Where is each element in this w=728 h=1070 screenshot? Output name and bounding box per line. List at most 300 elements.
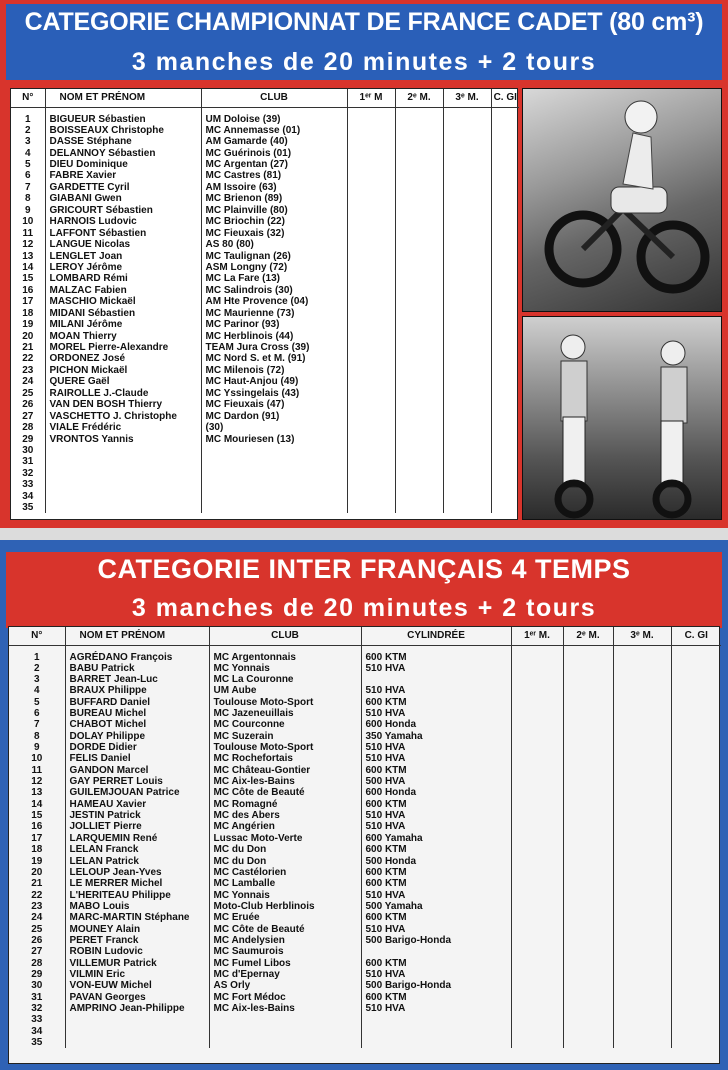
- manche-2-cell: [395, 376, 443, 387]
- table-row: [11, 182, 519, 193]
- manche-2-cell: [395, 125, 443, 136]
- inter-table-body: [9, 645, 721, 1048]
- inter-table: [9, 627, 721, 1048]
- general-cell: [491, 250, 519, 261]
- table-row: [11, 273, 519, 284]
- manche-1-cell: [511, 923, 563, 934]
- rider-club: MC La Fare (13): [201, 273, 347, 284]
- manche-1-cell: [511, 663, 563, 674]
- general-cell: [491, 353, 519, 364]
- manche-3-cell: [613, 663, 671, 674]
- table-row: [11, 353, 519, 364]
- manche-2-cell: [395, 353, 443, 364]
- table-row: [11, 410, 519, 421]
- rider-name: DOLAY Philippe: [65, 731, 209, 742]
- rider-cylinder: 510 HVA: [361, 923, 511, 934]
- col-cyl-header: CYLINDRÉE: [361, 627, 511, 645]
- rider-club: AS 80 (80): [201, 239, 347, 250]
- rider-club: [201, 479, 347, 490]
- manche-3-cell: [613, 821, 671, 832]
- general-cell: [491, 445, 519, 456]
- table-row: [9, 674, 721, 685]
- general-cell: [671, 821, 721, 832]
- cadet-table: [11, 89, 519, 513]
- manche-3-cell: [613, 685, 671, 696]
- rider-club: MC Eruée: [209, 912, 361, 923]
- manche-2-cell: [563, 935, 613, 946]
- general-cell: [491, 182, 519, 193]
- table-row: [9, 855, 721, 866]
- row-number: 23: [11, 365, 45, 376]
- row-number: 18: [11, 308, 45, 319]
- row-number: 17: [11, 296, 45, 307]
- rider-club: [201, 445, 347, 456]
- col-num-header: N°: [9, 627, 65, 645]
- manche-3-cell: [443, 136, 491, 147]
- rider-cylinder: 600 KTM: [361, 645, 511, 663]
- general-cell: [491, 159, 519, 170]
- manche-2-cell: [395, 410, 443, 421]
- rider-cylinder: 350 Yamaha: [361, 731, 511, 742]
- rider-name: LEROY Jérôme: [45, 262, 201, 273]
- manche-1-cell: [511, 799, 563, 810]
- rider-club: MC Angérien: [209, 821, 361, 832]
- rider-club: MC Brienon (89): [201, 193, 347, 204]
- manche-3-cell: [443, 491, 491, 502]
- manche-3-cell: [613, 753, 671, 764]
- general-cell: [671, 731, 721, 742]
- rider-name: MOREL Pierre-Alexandre: [45, 342, 201, 353]
- manche-3-cell: [613, 991, 671, 1002]
- manche-3-cell: [443, 399, 491, 410]
- row-number: 34: [9, 1026, 65, 1037]
- table-row: [9, 685, 721, 696]
- manche-3-cell: [443, 170, 491, 181]
- table-row: [11, 456, 519, 467]
- row-number: 22: [9, 889, 65, 900]
- manche-1-cell: [347, 353, 395, 364]
- manche-1-cell: [347, 250, 395, 261]
- manche-3-cell: [443, 342, 491, 353]
- general-cell: [671, 787, 721, 798]
- rider-club: [201, 456, 347, 467]
- general-cell: [491, 308, 519, 319]
- manche-3-cell: [613, 1003, 671, 1014]
- manche-1-cell: [511, 867, 563, 878]
- general-cell: [671, 776, 721, 787]
- cadet-header-row: [11, 89, 519, 107]
- manche-2-cell: [563, 901, 613, 912]
- manche-2-cell: [563, 799, 613, 810]
- manche-3-cell: [613, 1037, 671, 1048]
- manche-1-cell: [347, 376, 395, 387]
- row-number: 18: [9, 844, 65, 855]
- rider-name: [65, 1026, 209, 1037]
- rider-club: MC Fieuxais (47): [201, 399, 347, 410]
- manche-1-cell: [511, 957, 563, 968]
- row-number: 12: [11, 239, 45, 250]
- table-row: [9, 969, 721, 980]
- rider-club: [201, 468, 347, 479]
- manche-3-cell: [443, 159, 491, 170]
- table-row: [11, 365, 519, 376]
- table-row: [11, 388, 519, 399]
- manche-3-cell: [613, 731, 671, 742]
- rider-cylinder: 500 Honda: [361, 855, 511, 866]
- manche-3-cell: [443, 193, 491, 204]
- general-cell: [491, 410, 519, 421]
- row-number: 24: [11, 376, 45, 387]
- table-row: [9, 923, 721, 934]
- table-row: [9, 787, 721, 798]
- rider-club: MC Parinor (93): [201, 319, 347, 330]
- rider-cylinder: 500 Barigo-Honda: [361, 980, 511, 991]
- row-number: 25: [9, 923, 65, 934]
- table-row: [9, 719, 721, 730]
- general-cell: [671, 708, 721, 719]
- rider-cylinder: 500 HVA: [361, 776, 511, 787]
- inter-subtitle: 3 manches de 20 minutes + 2 tours: [131, 594, 597, 622]
- row-number: 16: [11, 285, 45, 296]
- rider-club: AM Gamarde (40): [201, 136, 347, 147]
- rider-cylinder: [361, 1014, 511, 1025]
- cadet-section: [0, 0, 728, 528]
- general-cell: [671, 844, 721, 855]
- row-number: 21: [9, 878, 65, 889]
- manche-2-cell: [395, 365, 443, 376]
- row-number: 4: [11, 147, 45, 158]
- rider-name: GRICOURT Sébastien: [45, 205, 201, 216]
- manche-2-cell: [563, 697, 613, 708]
- general-cell: [491, 273, 519, 284]
- rider-club: MC Château-Gontier: [209, 765, 361, 776]
- table-row: [11, 136, 519, 147]
- manche-1-cell: [511, 844, 563, 855]
- rider-name: CHABOT Michel: [65, 719, 209, 730]
- table-row: [9, 645, 721, 663]
- manche-1-cell: [511, 969, 563, 980]
- manche-1-cell: [511, 719, 563, 730]
- row-number: 28: [11, 422, 45, 433]
- rider-name: DIEU Dominique: [45, 159, 201, 170]
- manche-3-cell: [443, 365, 491, 376]
- rider-club: MC des Abers: [209, 810, 361, 821]
- row-number: 11: [11, 227, 45, 238]
- manche-1-cell: [347, 262, 395, 273]
- table-row: [9, 833, 721, 844]
- rider-cylinder: 600 KTM: [361, 912, 511, 923]
- rider-club: MC du Don: [209, 844, 361, 855]
- row-number: 33: [11, 479, 45, 490]
- table-row: [11, 216, 519, 227]
- rider-cylinder: 510 HVA: [361, 1003, 511, 1014]
- manche-1-cell: [511, 901, 563, 912]
- row-number: 3: [9, 674, 65, 685]
- table-row: [9, 901, 721, 912]
- table-row: [9, 821, 721, 832]
- rider-club: [209, 1037, 361, 1048]
- row-number: 20: [9, 867, 65, 878]
- rider-club: MC Suzerain: [209, 731, 361, 742]
- table-row: [11, 445, 519, 456]
- rider-club: MC Fumel Libos: [209, 957, 361, 968]
- rider-cylinder: [361, 1026, 511, 1037]
- rider-club: MC Courconne: [209, 719, 361, 730]
- manche-2-cell: [395, 422, 443, 433]
- table-row: [11, 342, 519, 353]
- col-m3-header: 3ᵉ M.: [443, 89, 491, 107]
- manche-3-cell: [443, 479, 491, 490]
- col-m2-header: 2ᵉ M.: [563, 627, 613, 645]
- col-num-header: N°: [11, 89, 45, 107]
- rider-name: VRONTOS Yannis: [45, 433, 201, 444]
- rider-club: MC Yonnais: [209, 889, 361, 900]
- general-cell: [671, 765, 721, 776]
- rider-club: Lussac Moto-Verte: [209, 833, 361, 844]
- row-number: 26: [11, 399, 45, 410]
- general-cell: [671, 855, 721, 866]
- rider-cylinder: 510 HVA: [361, 810, 511, 821]
- motocross-photo-jump: [522, 88, 722, 312]
- cadet-table-body: [11, 107, 519, 513]
- manche-1-cell: [511, 912, 563, 923]
- manche-2-cell: [395, 399, 443, 410]
- rider-club: MC Côte de Beauté: [209, 923, 361, 934]
- manche-3-cell: [613, 969, 671, 980]
- manche-1-cell: [511, 1026, 563, 1037]
- row-number: 13: [11, 250, 45, 261]
- rider-name: GARDETTE Cyril: [45, 182, 201, 193]
- rider-name: GAY PERRET Louis: [65, 776, 209, 787]
- row-number: 11: [9, 765, 65, 776]
- rider-club: MC Aix-les-Bains: [209, 776, 361, 787]
- cadet-banner: [6, 4, 722, 80]
- manche-3-cell: [443, 502, 491, 513]
- manche-2-cell: [395, 319, 443, 330]
- manche-3-cell: [613, 674, 671, 685]
- rider-club: MC Fieuxais (32): [201, 227, 347, 238]
- col-m1-header: 1ᵉʳ M.: [511, 627, 563, 645]
- row-number: 14: [11, 262, 45, 273]
- manche-2-cell: [395, 433, 443, 444]
- manche-1-cell: [347, 216, 395, 227]
- rider-club: MC Castres (81): [201, 170, 347, 181]
- table-row: [11, 422, 519, 433]
- inter-header-row: [9, 627, 721, 645]
- table-row: [11, 502, 519, 513]
- rider-club: TEAM Jura Cross (39): [201, 342, 347, 353]
- inter-section: [0, 540, 728, 1070]
- manche-3-cell: [613, 1026, 671, 1037]
- rider-cylinder: 600 KTM: [361, 697, 511, 708]
- row-number: 4: [9, 685, 65, 696]
- rider-club: AS Orly: [209, 980, 361, 991]
- manche-3-cell: [613, 742, 671, 753]
- row-number: 15: [9, 810, 65, 821]
- rider-cylinder: 600 KTM: [361, 878, 511, 889]
- manche-3-cell: [443, 296, 491, 307]
- manche-2-cell: [395, 193, 443, 204]
- rider-name: BABU Patrick: [65, 663, 209, 674]
- row-number: 8: [9, 731, 65, 742]
- row-number: 17: [9, 833, 65, 844]
- manche-3-cell: [613, 719, 671, 730]
- table-row: [11, 227, 519, 238]
- table-row: [9, 867, 721, 878]
- manche-1-cell: [347, 479, 395, 490]
- row-number: 5: [11, 159, 45, 170]
- rider-name: BUFFARD Daniel: [65, 697, 209, 708]
- rider-name: VASCHETTO J. Christophe: [45, 410, 201, 421]
- manche-1-cell: [347, 502, 395, 513]
- rider-name: LARQUEMIN René: [65, 833, 209, 844]
- general-cell: [671, 969, 721, 980]
- general-cell: [671, 685, 721, 696]
- manche-1-cell: [511, 833, 563, 844]
- general-cell: [491, 205, 519, 216]
- rider-name: PICHON Mickaël: [45, 365, 201, 376]
- table-row: [11, 468, 519, 479]
- table-row: [11, 239, 519, 250]
- manche-2-cell: [395, 388, 443, 399]
- rider-club: MC Herblinois (44): [201, 330, 347, 341]
- rider-club: MC Romagné: [209, 799, 361, 810]
- rider-name: [45, 445, 201, 456]
- manche-2-cell: [563, 969, 613, 980]
- manche-3-cell: [443, 107, 491, 125]
- row-number: 16: [9, 821, 65, 832]
- row-number: 27: [11, 410, 45, 421]
- row-number: 19: [11, 319, 45, 330]
- manche-1-cell: [511, 765, 563, 776]
- manche-2-cell: [563, 844, 613, 855]
- manche-3-cell: [443, 125, 491, 136]
- general-cell: [671, 697, 721, 708]
- rider-name: LAFFONT Sébastien: [45, 227, 201, 238]
- rider-club: MC Briochin (22): [201, 216, 347, 227]
- manche-2-cell: [395, 296, 443, 307]
- rider-name: [65, 1014, 209, 1025]
- manche-1-cell: [511, 1037, 563, 1048]
- table-row: [9, 1003, 721, 1014]
- rider-name: L'HERITEAU Philippe: [65, 889, 209, 900]
- manche-3-cell: [613, 912, 671, 923]
- manche-3-cell: [613, 855, 671, 866]
- table-row: [11, 285, 519, 296]
- row-number: 28: [9, 957, 65, 968]
- general-cell: [671, 912, 721, 923]
- general-cell: [491, 422, 519, 433]
- manche-1-cell: [347, 107, 395, 125]
- rider-name: BOISSEAUX Christophe: [45, 125, 201, 136]
- col-cgl-header: C. GI: [671, 627, 721, 645]
- rider-cylinder: 600 Honda: [361, 787, 511, 798]
- cadet-subtitle: 3 manches de 20 minutes + 2 tours: [131, 48, 597, 76]
- manche-2-cell: [563, 957, 613, 968]
- manche-2-cell: [395, 468, 443, 479]
- rider-club: [209, 1026, 361, 1037]
- table-row: [9, 742, 721, 753]
- table-row: [9, 799, 721, 810]
- general-cell: [491, 319, 519, 330]
- manche-1-cell: [347, 342, 395, 353]
- rider-club: UM Doloise (39): [201, 107, 347, 125]
- manche-3-cell: [613, 935, 671, 946]
- table-row: [11, 319, 519, 330]
- table-row: [11, 330, 519, 341]
- general-cell: [671, 719, 721, 730]
- manche-2-cell: [563, 787, 613, 798]
- row-number: 8: [11, 193, 45, 204]
- manche-1-cell: [511, 753, 563, 764]
- general-cell: [491, 388, 519, 399]
- manche-2-cell: [395, 147, 443, 158]
- table-row: [11, 376, 519, 387]
- general-cell: [671, 663, 721, 674]
- table-row: [9, 878, 721, 889]
- rider-name: LENGLET Joan: [45, 250, 201, 261]
- rider-club: [201, 502, 347, 513]
- rider-cylinder: [361, 946, 511, 957]
- rider-club: MC Haut-Anjou (49): [201, 376, 347, 387]
- general-cell: [491, 285, 519, 296]
- general-cell: [671, 674, 721, 685]
- rider-name: ROBIN Ludovic: [65, 946, 209, 957]
- manche-2-cell: [395, 262, 443, 273]
- rider-club: Toulouse Moto-Sport: [209, 742, 361, 753]
- manche-2-cell: [395, 491, 443, 502]
- rider-cylinder: 510 HVA: [361, 663, 511, 674]
- manche-1-cell: [347, 147, 395, 158]
- rider-club: (30): [201, 422, 347, 433]
- manche-1-cell: [347, 239, 395, 250]
- table-row: [11, 159, 519, 170]
- table-row: [11, 479, 519, 490]
- riders-start-illustration: [523, 317, 721, 519]
- rider-cylinder: 510 HVA: [361, 708, 511, 719]
- manche-1-cell: [347, 330, 395, 341]
- row-number: 3: [11, 136, 45, 147]
- general-cell: [671, 799, 721, 810]
- row-number: 9: [9, 742, 65, 753]
- rider-name: [45, 502, 201, 513]
- manche-1-cell: [347, 159, 395, 170]
- table-row: [9, 935, 721, 946]
- rider-cylinder: 600 KTM: [361, 765, 511, 776]
- manche-3-cell: [613, 901, 671, 912]
- col-name-header: NOM ET PRÉNOM: [45, 89, 201, 107]
- general-cell: [491, 193, 519, 204]
- table-row: [9, 663, 721, 674]
- manche-1-cell: [347, 182, 395, 193]
- rider-name: MASCHIO Mickaël: [45, 296, 201, 307]
- general-cell: [671, 1026, 721, 1037]
- manche-1-cell: [347, 205, 395, 216]
- cadet-title: CATEGORIE CHAMPIONNAT DE FRANCE CADET (80 cm³): [24, 8, 704, 36]
- rider-name: LELOUP Jean-Yves: [65, 867, 209, 878]
- general-cell: [491, 456, 519, 467]
- rider-club: UM Aube: [209, 685, 361, 696]
- general-cell: [491, 502, 519, 513]
- rider-cylinder: 600 KTM: [361, 799, 511, 810]
- row-number: 9: [11, 205, 45, 216]
- row-number: 14: [9, 799, 65, 810]
- manche-2-cell: [563, 1003, 613, 1014]
- manche-3-cell: [443, 308, 491, 319]
- table-row: [11, 205, 519, 216]
- table-row: [9, 776, 721, 787]
- manche-1-cell: [347, 125, 395, 136]
